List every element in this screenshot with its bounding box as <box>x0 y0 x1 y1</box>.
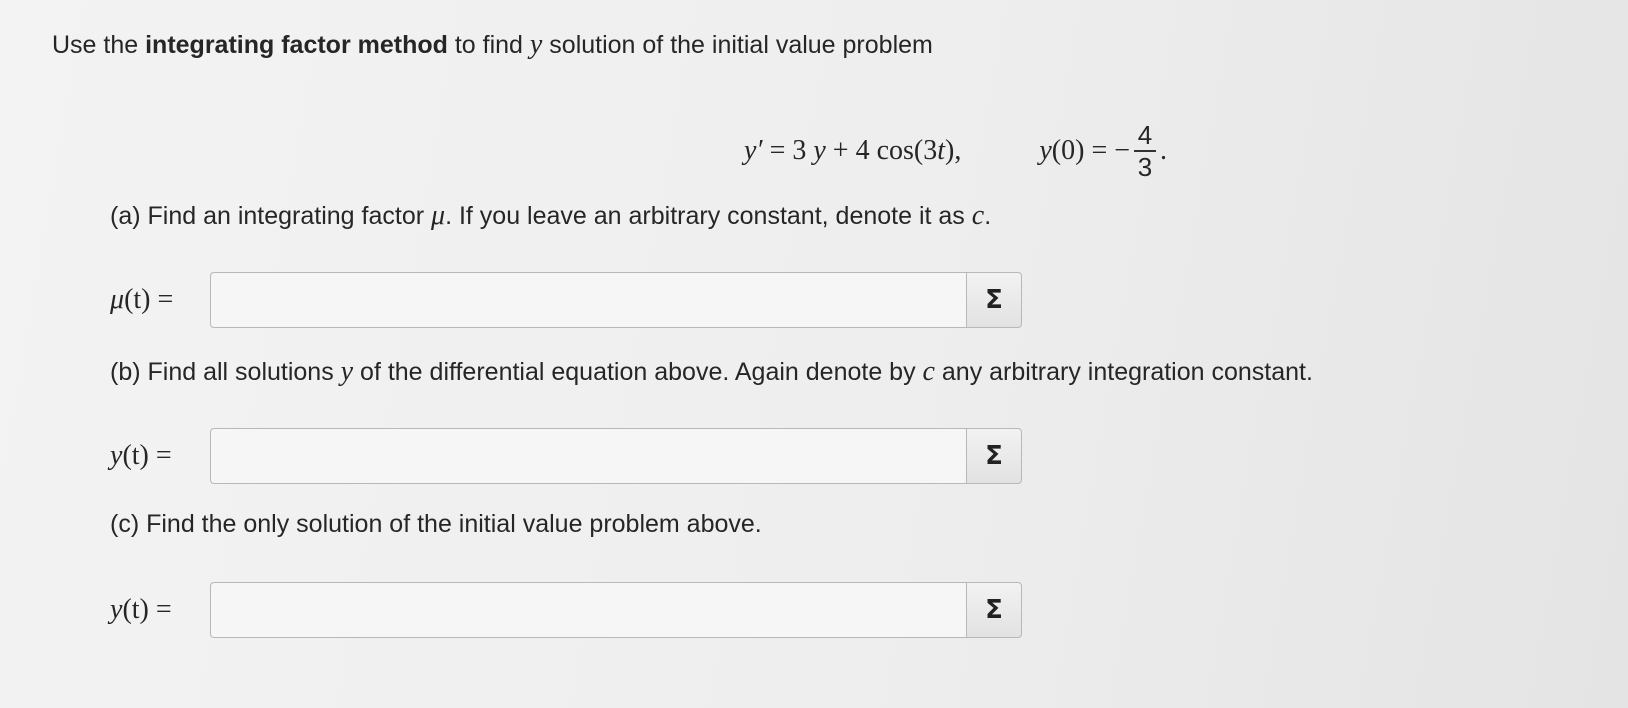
eq-rhs-3: ), <box>945 135 962 166</box>
general-solution-input[interactable] <box>210 428 966 484</box>
ic-fraction <box>1134 120 1156 182</box>
part-a-text-3: . <box>984 202 992 230</box>
part-a-label-var: μ <box>110 284 125 315</box>
part-a-question <box>110 200 991 232</box>
sigma-icon: Σ <box>985 285 1003 315</box>
part-c-question <box>110 508 762 540</box>
initial-condition <box>1039 120 1167 182</box>
part-b-text-1: (b) Find all solutions <box>110 358 341 386</box>
part-a-c: c <box>971 200 985 231</box>
part-b-text-2: of the differential equation above. Again denote by <box>353 358 923 386</box>
part-c-label <box>110 594 210 626</box>
eq-rhs-t: t <box>937 135 946 166</box>
part-b-label-rest: (t) = <box>122 440 172 471</box>
part-c-answer-row <box>110 582 1022 638</box>
ic-end: . <box>1160 135 1168 166</box>
part-a-text-2: . If you leave an arbitrary constant, denote it as <box>445 202 972 230</box>
problem-statement <box>52 28 933 62</box>
part-a-input-group <box>210 272 1022 328</box>
part-b-answer-row <box>110 428 1022 484</box>
part-a-answer-row <box>110 272 1022 328</box>
part-c-label-rest: (t) = <box>122 594 172 625</box>
intro-method: integrating factor method <box>145 31 448 59</box>
part-b-equation-editor-button[interactable] <box>966 428 1022 484</box>
part-a-equation-editor-button[interactable] <box>966 272 1022 328</box>
ic-denominator: 3 <box>1137 152 1153 182</box>
part-a-text-1: (a) Find an integrating factor <box>110 202 431 230</box>
eq-rhs-1: = 3 <box>762 135 814 166</box>
mu-answer-input[interactable] <box>210 272 966 328</box>
part-b-text-3: any arbitrary integration constant. <box>934 358 1313 386</box>
part-b-input-group <box>210 428 1022 484</box>
part-b-label <box>110 440 210 472</box>
eq-rhs-var: y <box>813 135 826 166</box>
part-a-label <box>110 284 210 316</box>
eq-rhs-2: + 4 cos(3 <box>825 135 938 166</box>
ode-equation <box>744 120 1167 182</box>
intro-var: y <box>529 29 543 60</box>
sigma-icon: Σ <box>985 441 1003 471</box>
intro-prefix: Use the <box>52 31 146 59</box>
part-c-label-var: y <box>110 594 123 625</box>
part-c-text-1: (c) Find the only solution of the initial value problem above. <box>110 510 762 538</box>
ivp-solution-input[interactable] <box>210 582 966 638</box>
sigma-icon: Σ <box>985 595 1003 625</box>
ode-main <box>744 135 961 167</box>
eq-lhs: y′ <box>744 135 763 166</box>
part-b-y: y <box>340 356 354 387</box>
part-b-label-var: y <box>110 440 123 471</box>
ic-var: y <box>1039 135 1052 166</box>
ic-arg: (0) = − <box>1051 135 1131 166</box>
intro-suffix: solution of the initial value problem <box>542 31 933 59</box>
part-a-mu: μ <box>431 200 446 231</box>
part-b-question <box>110 356 1313 388</box>
part-c-equation-editor-button[interactable] <box>966 582 1022 638</box>
intro-middle: to find <box>447 31 530 59</box>
part-a-label-rest: (t) = <box>124 284 174 315</box>
ic-numerator: 4 <box>1137 120 1153 150</box>
part-c-input-group <box>210 582 1022 638</box>
part-b-c: c <box>922 356 935 387</box>
